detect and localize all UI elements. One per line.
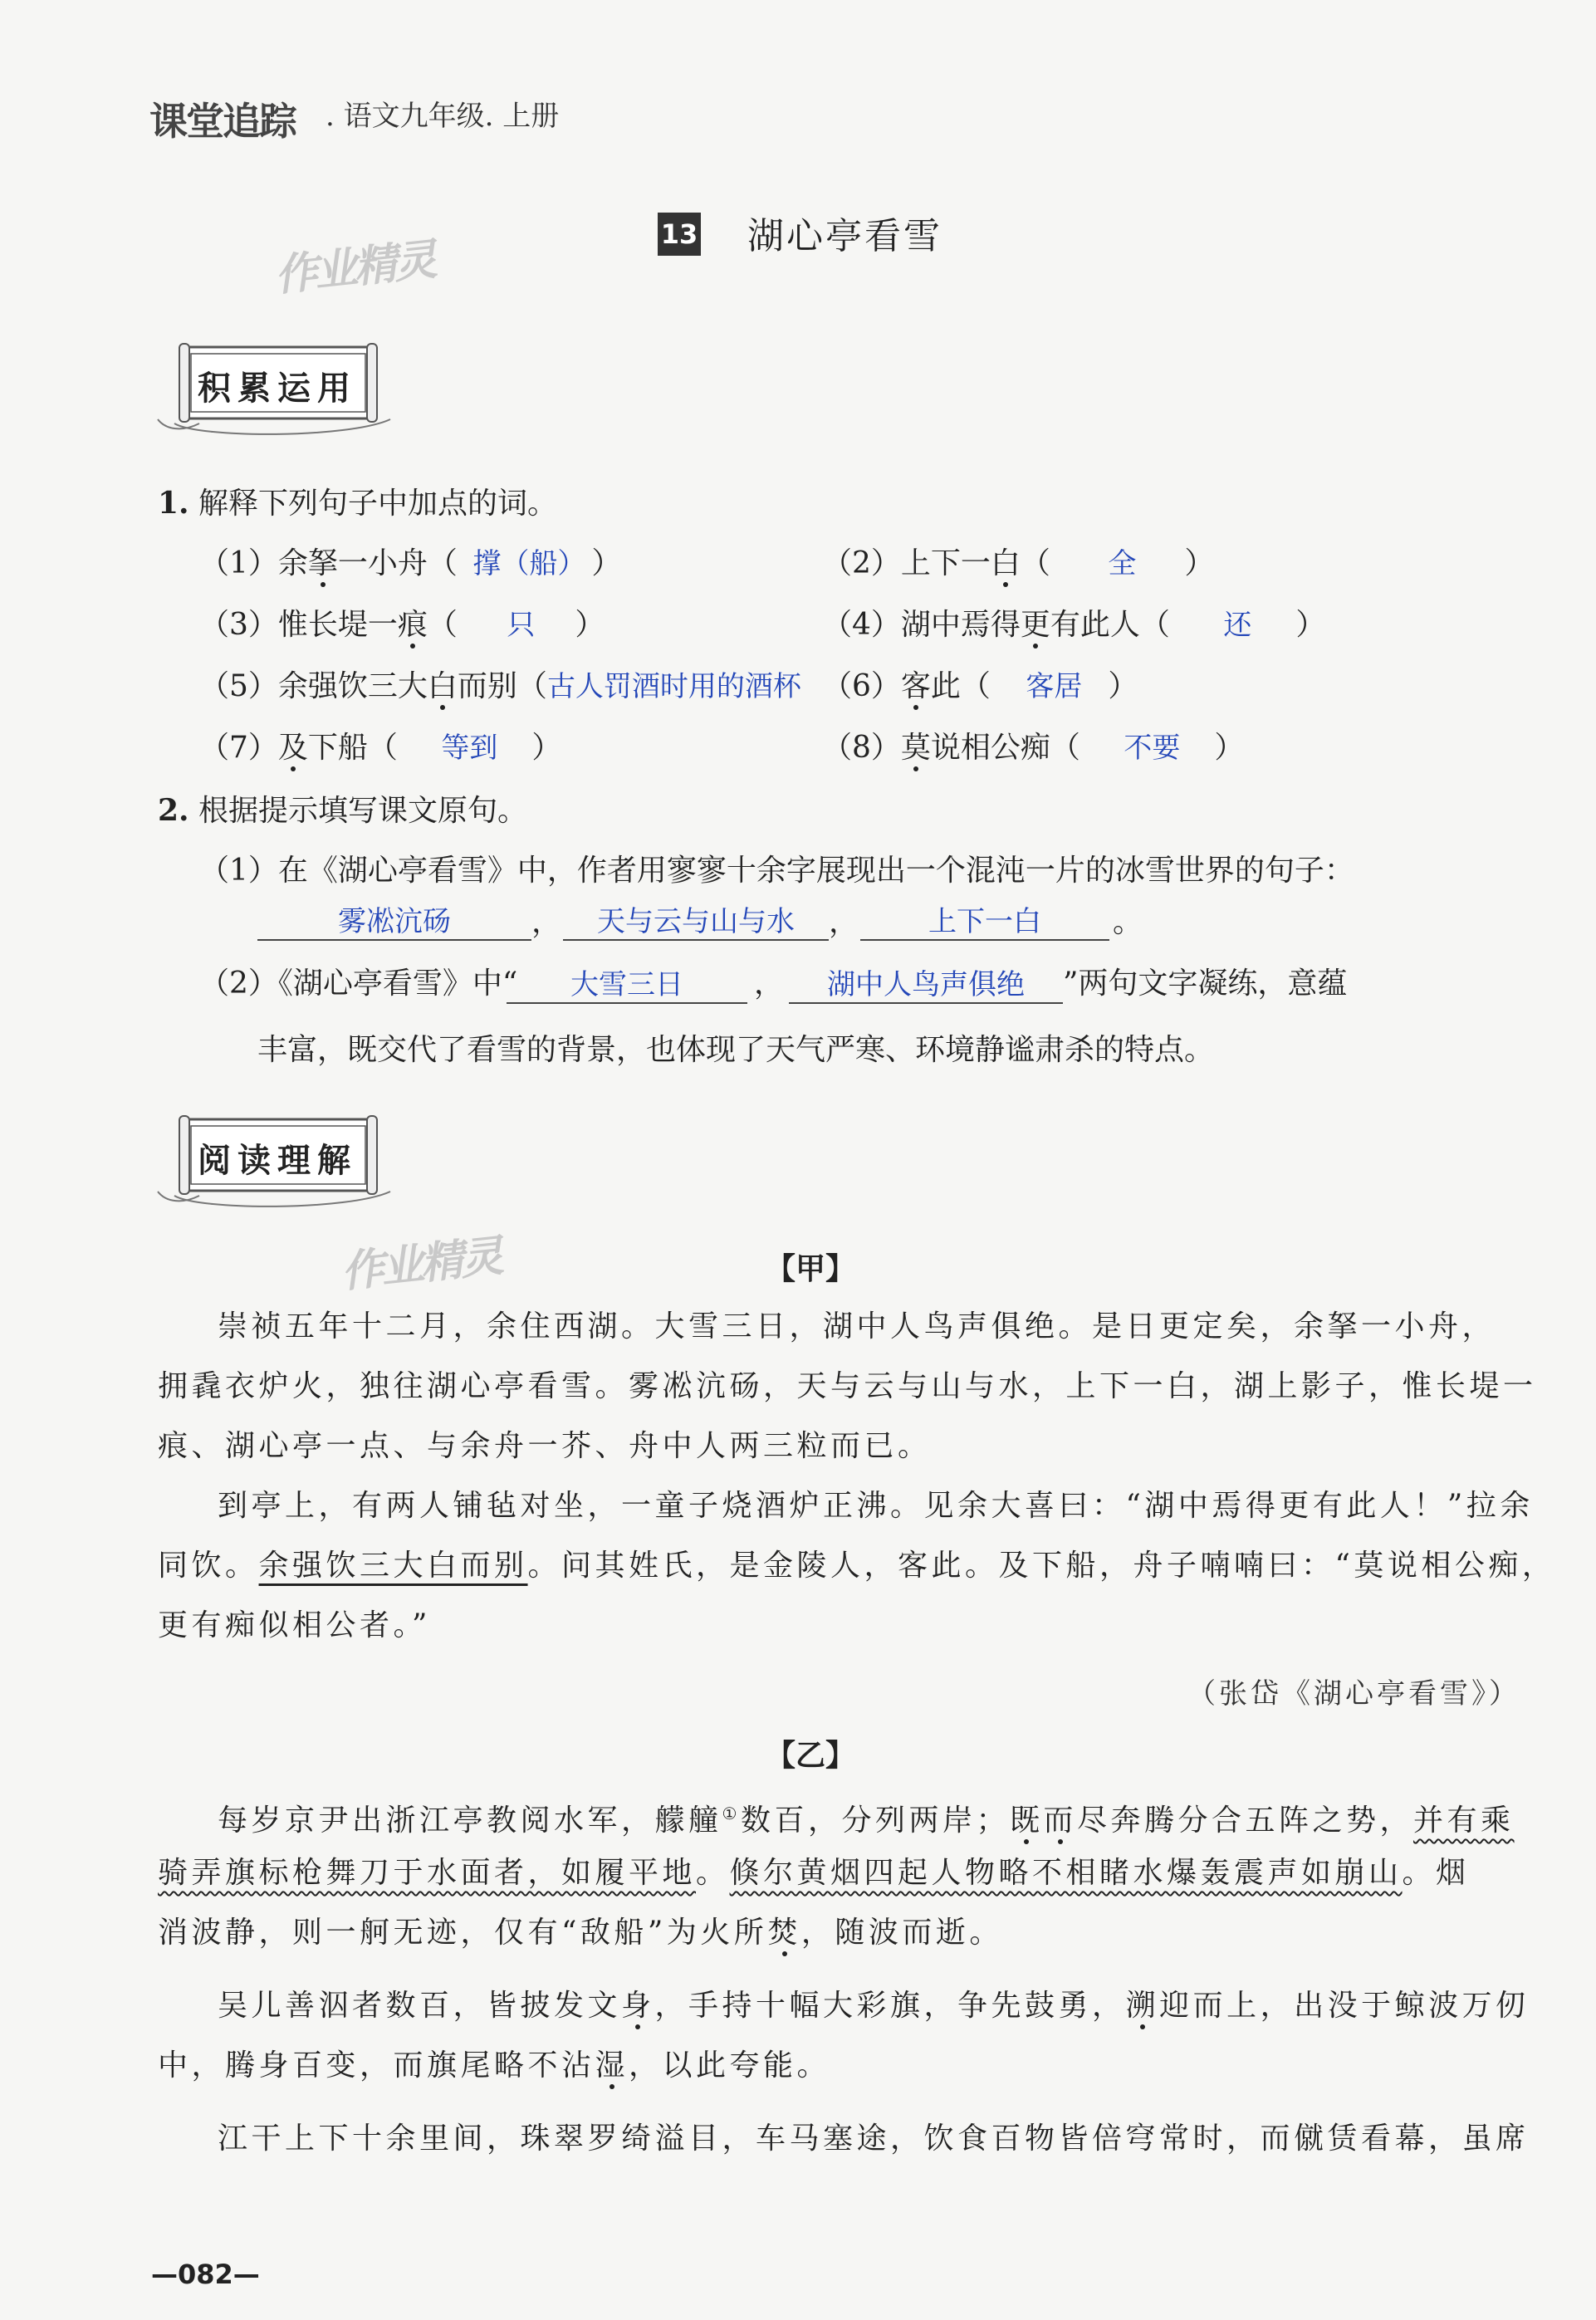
answer-text: 只 (507, 609, 536, 642)
question-1-prompt (158, 480, 557, 522)
book-title: . 语文九年级. 上册 (326, 100, 560, 133)
answer-text: 客居 (1026, 670, 1083, 703)
passage-line: 到亭上，有两人铺毡对坐，一童子烧酒炉正沸。见余大喜曰：“湖中焉得更有此人！”拉余 (218, 1489, 1534, 1523)
passage-yi-title: 【乙】 (766, 1739, 856, 1773)
section-title: 阅读理解 (198, 1142, 357, 1180)
wavy-underline-text: 倏尔黄烟四起人物略不相睹水爆轰震声如崩山 (729, 1856, 1403, 1890)
footnote-marker: ① (722, 1804, 741, 1823)
question-number: 1. (158, 486, 189, 521)
q2-sub1-text: （1）在《湖心亭看雪》中，作者用寥寥十余字展现出一个混沌一片的冰雪世界的句子： (199, 854, 1354, 888)
question-text: 解释下列句子中加点的词。 (198, 487, 558, 521)
passage-line: 吴儿善泅者数百，皆披发文身，手持十幅大彩旗，争先鼓勇，溯迎而上，出没于鲸波万仞 (218, 1989, 1530, 2023)
answer-blank: 大雪三日 (507, 962, 747, 1004)
q1-item: （5）余强饮三大白而别（古人罚酒时用的酒杯 (199, 669, 801, 703)
page-number: —082— (151, 2259, 260, 2290)
passage-line: 中，腾身百变，而旗尾略不沾湿，以此夸能。 (158, 2048, 831, 2083)
q2-sub2-line2: 丰富，既交代了看雪的背景，也体现了天气严寒、环境静谧肃杀的特点。 (257, 1033, 1215, 1067)
section-title: 积累运用 (198, 370, 357, 408)
q2-sub1-answers: 雾凇沆砀 ， 天与云与山与水 ， 上下一白 。 (257, 898, 1503, 948)
passage-line: 拥毳衣炉火，独往湖心亭看雪。雾凇沆砀，天与云与山与水，上下一白，湖上影子，惟长堤一 (158, 1369, 1537, 1403)
answer-blank: 天与云与山与水 (563, 898, 829, 941)
passage-line: 同饮。余强饮三大白而别。问其姓氏，是金陵人，客此。及下船，舟子喃喃曰：“莫说相公痴， (158, 1549, 1556, 1583)
answer-text: 古人罚酒时用的酒杯 (546, 670, 801, 703)
q1-item: （4）湖中焉得更有此人（ 还 ） (822, 601, 1325, 644)
question-2-prompt (158, 787, 527, 830)
underlined-sentence: 余强饮三大白而别 (258, 1549, 528, 1583)
passage-line: 消波静，则一舸无迹，仅有“敌船”为火所焚，随波而逝。 (158, 1916, 1003, 1950)
wavy-underline-text: 并有乘 (1413, 1804, 1515, 1838)
answer-text: 撑（船） (472, 547, 586, 580)
q2-sub2: （2）《湖心亭看雪》中“ 大雪三日 ， 湖中人鸟声俱绝 ”两句文字凝练，意蕴 (199, 960, 1486, 1010)
wavy-underline-text: 骑弄旗标枪舞刀于水面者，如履平地 (158, 1856, 697, 1890)
q1-item: （1）余拏一小舟（ 撑（船） ） (199, 540, 621, 582)
answer-blank: 湖中人鸟声俱绝 (789, 962, 1063, 1004)
question-text: 根据提示填写课文原句。 (198, 794, 528, 828)
q1-item: （8）莫说相公痴（ 不要 ） (822, 724, 1244, 766)
answer-text: 等到 (441, 732, 498, 765)
q1-item: （7）及下船（ 等到 ） (199, 724, 561, 766)
answer-text: 不要 (1124, 732, 1181, 765)
watermark: 作业精灵 (338, 1231, 503, 1298)
answer-blank: 雾凇沆砀 (257, 898, 531, 941)
section-banner-reading (149, 1113, 399, 1212)
q1-item: （2）上下一白（ 全 ） (822, 540, 1214, 582)
answer-text: 全 (1108, 547, 1137, 580)
passage-line: 骑弄旗标枪舞刀于水面者，如履平地。倏尔黄烟四起人物略不相睹水爆轰震声如崩山。烟 (158, 1856, 1470, 1890)
answer-text: 还 (1223, 609, 1252, 642)
q1-item: （3）惟长堤一痕（ 只 ） (199, 601, 605, 644)
brand-logo: 课堂追踪 (149, 99, 296, 144)
watermark: 作业精灵 (272, 235, 437, 301)
lesson-number: 13 (658, 213, 701, 256)
question-number: 2. (158, 793, 189, 828)
q1-item: （6）客此（ 客居 ） (822, 663, 1138, 705)
lesson-title: 湖心亭看雪 (747, 215, 942, 257)
answer-blank: 上下一白 (860, 898, 1109, 941)
passage-line: 痕、湖心亭一点、与余舟一芥、舟中人两三粒而已。 (158, 1429, 932, 1463)
passage-source: （张岱《湖心亭看雪》） (1187, 1677, 1520, 1711)
passage-line: 崇祯五年十二月，余住西湖。大雪三日，湖中人鸟声俱绝。是日更定矣，余拏一小舟， (218, 1309, 1496, 1344)
passage-line: 每岁京尹出浙江亭教阅水军，艨艟①数百，分列两岸；既而尽奔腾分合五阵之势，并有乘 (218, 1804, 1515, 1838)
passage-jia-title: 【甲】 (766, 1252, 856, 1286)
passage-line: 更有痴似相公者。” (158, 1608, 431, 1642)
section-banner-accumulate (149, 340, 399, 440)
passage-line: 江干上下十余里间，珠翠罗绮溢目，车马塞途，饮食百物皆倍穹常时，而僦赁看幕，虽席 (218, 2122, 1530, 2156)
